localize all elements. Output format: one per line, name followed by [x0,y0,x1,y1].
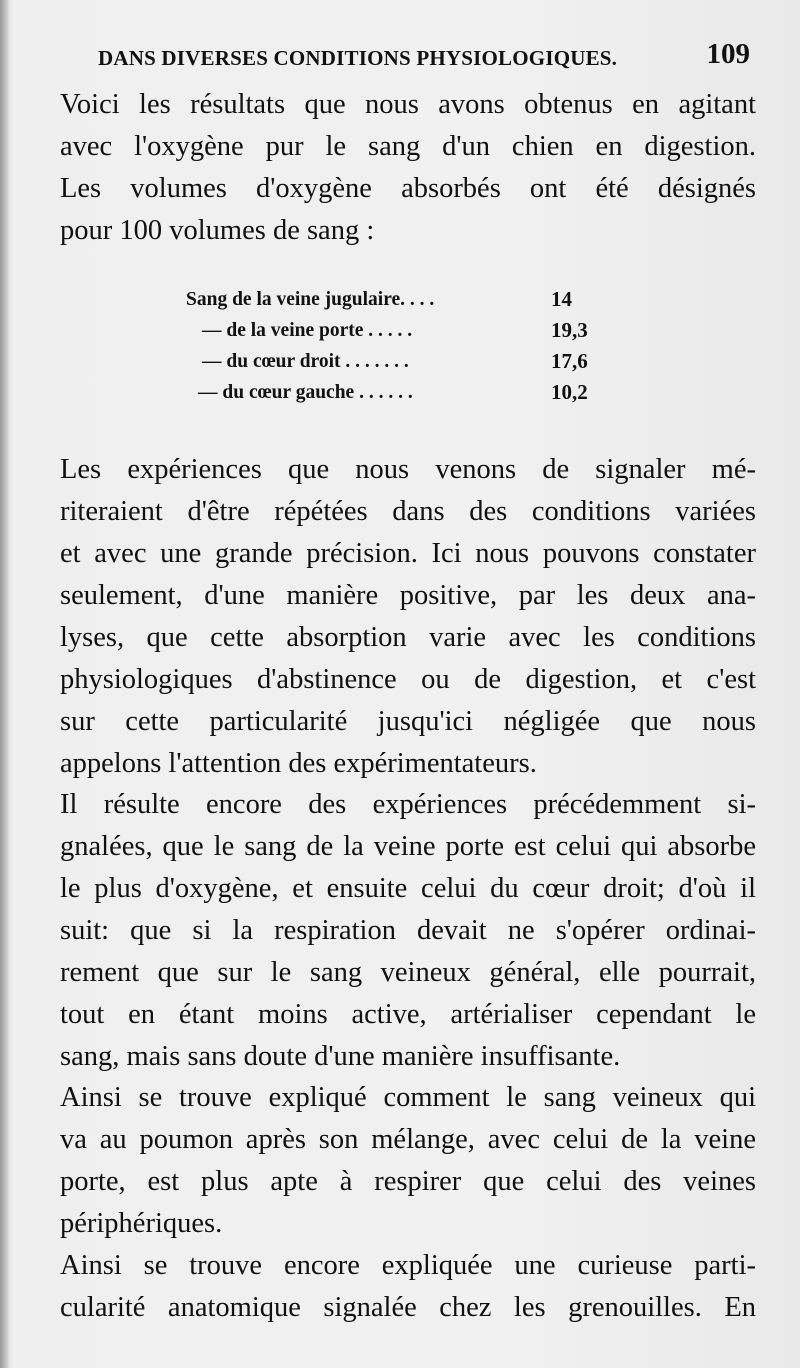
page-gutter-shadow [0,0,10,1368]
text-line: appelons l'attention des expérimentateurs. [60,748,537,779]
text-line: sang, mais sans doute d'une manière insuffisante. [60,1041,621,1072]
page-header [98,38,758,74]
row-value: 19,3 [551,318,588,342]
table-row [186,315,606,346]
text-line: sur cette particularité jusqu'ici négligée que nous [60,706,756,737]
text-line: gnalées, que le sang de la veine porte est celui qui absorbe [60,831,756,862]
paragraph-grenouilles [60,1245,756,1329]
oxygen-absorption-table [186,284,606,408]
row-value: 10,2 [551,380,588,404]
intro-paragraph [60,84,756,252]
text-line: le plus d'oxygène, et ensuite celui du cœur droit; d'où il [60,873,756,904]
row-label: — du cœur gauche . . . . . . [198,382,413,403]
text-line: rement que sur le sang veineux général, elle pourrait, [60,957,756,988]
page-number: 109 [706,38,750,70]
text-line: et avec une grande précision. Ici nous pouvons constater [60,538,756,569]
paragraph-explique [60,1077,756,1245]
paragraph-experiences [60,449,756,785]
text-line: cularité anatomique signalée chez les grenouilles. En [60,1292,756,1323]
row-label: — du cœur droit . . . . . . . [202,351,409,372]
text-line: tout en étant moins active, artérialiser cependant le [60,999,756,1030]
row-value: 14 [551,287,572,311]
text-line: riteraient d'être répétées dans des conditions variées [60,496,756,527]
table-row [186,377,606,408]
text-line: porte, est plus apte à respirer que celui des veines [60,1166,756,1197]
text-line: Ainsi se trouve expliqué comment le sang veineux qui [60,1082,756,1113]
text-line: Les volumes d'oxygène absorbés ont été désignés [60,173,756,204]
text-line: Voici les résultats que nous avons obtenus en agitant [60,89,756,120]
text-line: Il résulte encore des expériences précédemment si- [60,789,756,820]
text-line: Ainsi se trouve encore expliquée une curieuse parti- [60,1250,756,1281]
row-label: — de la veine porte . . . . . [202,320,413,341]
table-row [186,284,606,315]
text-line: avec l'oxygène pur le sang d'un chien en digestion. [60,131,756,162]
text-line: pour 100 volumes de sang : [60,215,375,246]
paragraph-resulte [60,784,756,1078]
text-line: seulement, d'une manière positive, par les deux ana- [60,580,756,611]
row-value: 17,6 [551,349,588,373]
text-line: physiologiques d'abstinence ou de digestion, et c'est [60,664,756,695]
text-line: Les expériences que nous venons de signaler mé- [60,454,756,485]
row-label: Sang de la veine jugulaire. . . . [186,289,435,310]
text-line: lyses, que cette absorption varie avec les conditions [60,622,756,653]
text-line: périphériques. [60,1208,223,1239]
running-head: DANS DIVERSES CONDITIONS PHYSIOLOGIQUES. [98,46,618,70]
text-line: suit: que si la respiration devait ne s'opérer ordinai- [60,915,756,946]
table-row [186,346,606,377]
text-line: va au poumon après son mélange, avec celui de la veine [60,1124,756,1155]
